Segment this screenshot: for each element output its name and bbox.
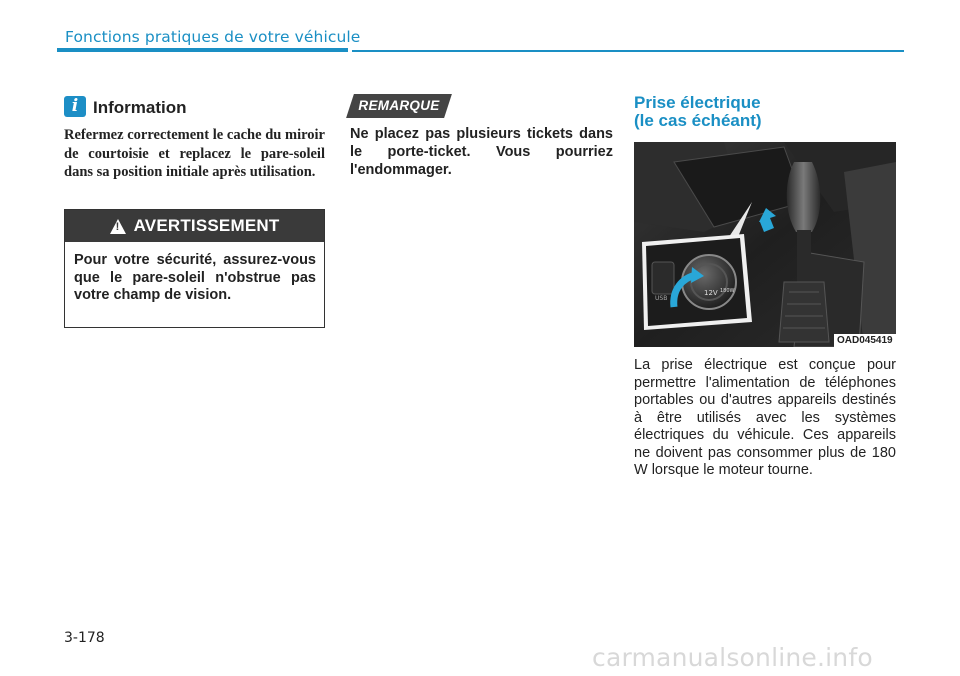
section-heading-line2: (le cas échéant) (634, 111, 762, 130)
watts-label: 180W (720, 288, 735, 294)
warning-title: AVERTISSEMENT (133, 216, 280, 235)
chapter-title: Fonctions pratiques de votre véhicule (65, 28, 361, 46)
information-text: Refermez correctement le cache du miroir de courtoisie et replacez le pare-soleil dans sa position initiale après utilisation. (64, 127, 325, 180)
warning-box (64, 209, 325, 328)
warning-header (65, 210, 324, 242)
warning-triangle-icon: ! (110, 219, 126, 234)
remarque-label: REMARQUE (358, 98, 440, 113)
image-code: OAD045419 (834, 334, 896, 348)
header-rule-thick (57, 48, 348, 52)
remarque-text: Ne placez pas plusieurs tickets dans le porte-ticket. Vous pourriez l'endommager. (350, 126, 613, 178)
warning-text: Pour votre sécurité, assurez-vous que le pare-soleil n'obstrue pas votre champ de vision. (74, 252, 316, 303)
watermark: carmanualsonline.info (592, 643, 873, 672)
section-heading (634, 94, 896, 130)
power-outlet-description: La prise électrique est conçue pour permettre l'alimentation de téléphones portables ou d'autres appareils destinés à être utilisés avec les systèmes électriques du véhicule. Ces appareils ne doivent pas consommer plus de 180 W lorsque le moteur tourne. (634, 357, 896, 478)
voltage-label: 12V (704, 289, 718, 297)
information-heading: Information (93, 98, 187, 117)
remarque-badge (350, 94, 448, 118)
page-number: 3-178 (64, 630, 105, 646)
usb-label: USB (655, 295, 668, 302)
header-rule-thin (352, 50, 904, 52)
info-icon: i (64, 96, 86, 117)
section-heading-line1: Prise électrique (634, 93, 761, 112)
power-outlet-illustration (634, 142, 896, 347)
